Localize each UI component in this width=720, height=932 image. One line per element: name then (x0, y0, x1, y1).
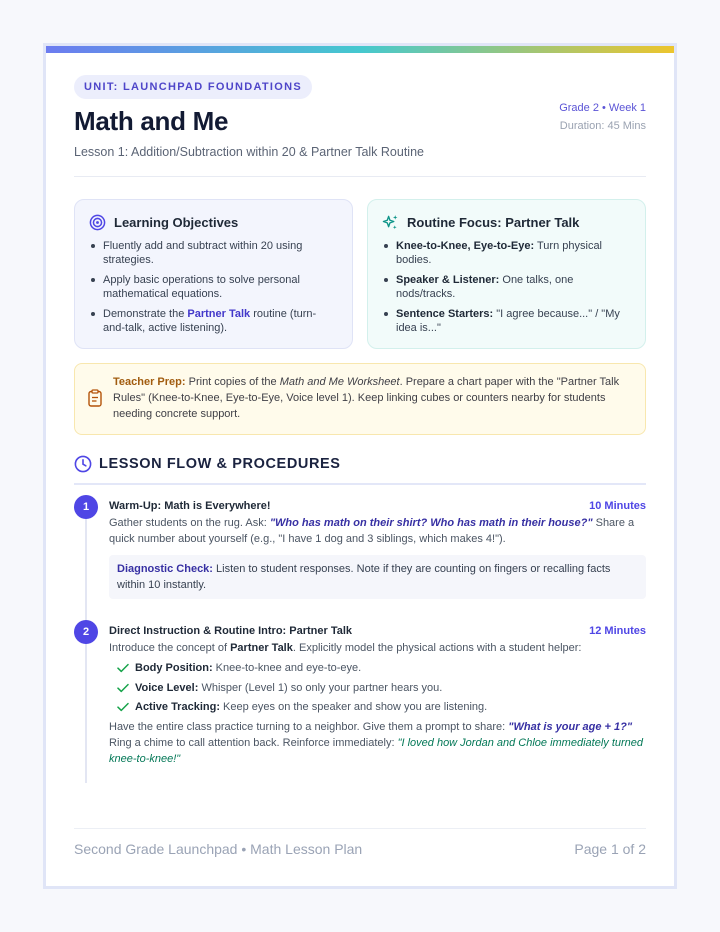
routine-item (382, 273, 629, 301)
learning-objectives-card (74, 199, 353, 349)
checklist-item (117, 660, 646, 676)
teacher-prep-label: Teacher Prep: (113, 376, 186, 388)
lesson-meta (559, 102, 646, 132)
diagnostic-text: Listen to student responses. Note if they are counting on fingers or recalling facts within 10 instantly. (117, 563, 611, 591)
check-icon (117, 683, 129, 693)
lesson-steps (74, 495, 646, 767)
objectives-title: Learning Objectives (114, 215, 239, 230)
lesson-flow-title: LESSON FLOW & PROCEDURES (99, 456, 341, 472)
step-text: Gather students on the rug. Ask: (109, 517, 270, 529)
checklist-text: Keep eyes on the speaker and show you are listening. (219, 701, 488, 713)
routine-item-text: Turn physical bodies. (396, 240, 603, 266)
overview-cards (74, 199, 646, 349)
partner-talk-checklist (117, 660, 646, 715)
partner-talk-highlight: Partner Talk (187, 308, 251, 320)
step-text: . Explicitly model the physical actions with a student helper: (292, 642, 582, 654)
routine-item-text: One talks, one nods/tracks. (396, 274, 574, 300)
clock-icon (74, 455, 92, 473)
routine-focus-card (367, 199, 646, 349)
routine-item-text: "I agree because..." / "My idea is..." (396, 308, 620, 334)
step-text: Have the entire class practice turning to a neighbor. Give them a prompt to share: (109, 720, 509, 733)
objective-text: Demonstrate the (103, 308, 188, 320)
objective-item (89, 307, 336, 335)
step-closing (109, 719, 646, 767)
routine-item-label: Speaker & Listener: (396, 274, 500, 286)
objective-text: routine (turn-and-talk, active listening). (103, 308, 317, 334)
teacher-prep-callout (74, 363, 646, 435)
clipboard-icon (88, 389, 102, 407)
lesson-flow-header (74, 455, 646, 485)
gradient-top-bar (46, 46, 674, 53)
step-number: 1 (74, 495, 98, 519)
checklist-label: Voice Level: (135, 681, 199, 694)
lesson-plan-page (43, 43, 677, 889)
step-title: Warm-Up: Math is Everywhere! (109, 500, 271, 512)
routine-item-label: Sentence Starters: (396, 308, 494, 320)
share-prompt: "What is your age + 1?" (508, 720, 633, 733)
routine-item-label: Knee-to-Knee, Eye-to-Eye: (396, 240, 535, 252)
step-number: 2 (74, 620, 98, 644)
page-footer (74, 828, 646, 857)
routine-title: Routine Focus: Partner Talk (407, 215, 580, 230)
page-number: Page 1 of 2 (574, 841, 646, 857)
step-text: Share a quick number about yourself (e.g., "I have 1 dog and 3 siblings, which makes 4!"). (109, 517, 635, 545)
teacher-prep-text (113, 374, 631, 422)
step-description (109, 640, 646, 656)
lesson-step-1 (74, 495, 646, 599)
duration: Duration: 45 Mins (559, 120, 646, 132)
step-title: Direct Instruction & Routine Intro: Partner Talk (109, 625, 353, 637)
checklist-item (117, 699, 646, 715)
unit-badge: UNIT: LAUNCHPAD FOUNDATIONS (74, 75, 312, 99)
routine-list (382, 239, 629, 335)
footer-title: Second Grade Launchpad • Math Lesson Plan (74, 841, 363, 857)
lesson-subtitle: Lesson 1: Addition/Subtraction within 20 & Partner Talk Routine (74, 145, 424, 159)
prep-text: Print copies of the (185, 376, 280, 388)
step-description (109, 515, 646, 547)
checklist-item (117, 680, 646, 696)
objectives-header (89, 214, 336, 231)
teacher-question: "Who has math on their shirt? Who has math in their house?" (269, 517, 593, 529)
partner-talk-term: Partner Talk (230, 642, 293, 654)
grade-week: Grade 2 • Week 1 (559, 102, 646, 114)
checklist-text: Knee-to-knee and eye-to-eye. (212, 662, 362, 674)
step-text: Introduce the concept of (109, 642, 231, 654)
check-icon (117, 702, 129, 712)
objective-item: Fluently add and subtract within 20 using strategies. (89, 239, 336, 267)
prep-text: . Prepare a chart paper with the "Partner Talk Rules" (Knee-to-Knee, Eye-to-Eye, Voice level 1). Keep linking cubes or counters nearby for students needing concrete support. (113, 376, 620, 420)
diagnostic-check-text (117, 561, 638, 593)
objective-item: Apply basic operations to solve personal mathematical equations. (89, 273, 336, 301)
praise-quote: "I loved how Jordan and Chloe immediately turned knee-to-knee!" (109, 736, 644, 765)
routine-header (382, 214, 629, 231)
diagnostic-check-box (109, 555, 646, 599)
check-icon (117, 663, 129, 673)
lesson-step-2 (74, 620, 646, 767)
routine-item (382, 307, 629, 335)
checklist-label: Active Tracking: (135, 701, 220, 713)
page-header (74, 53, 646, 177)
step-duration: 12 Minutes (589, 625, 646, 637)
routine-item (382, 239, 629, 267)
checklist-label: Body Position: (135, 662, 213, 674)
step-header (109, 620, 646, 637)
sparkle-icon (382, 214, 399, 231)
page-title: Math and Me (74, 106, 229, 136)
step-text: Ring a chime to call attention back. Reinforce immediately: (109, 736, 398, 749)
step-duration: 10 Minutes (589, 500, 646, 512)
checklist-text: Whisper (Level 1) so only your partner hears you. (198, 681, 443, 694)
worksheet-name: Math and Me Worksheet (279, 376, 400, 388)
objectives-list (89, 239, 336, 335)
step-header (109, 495, 646, 512)
target-icon (89, 214, 106, 231)
diagnostic-check-label: Diagnostic Check: (117, 563, 213, 575)
